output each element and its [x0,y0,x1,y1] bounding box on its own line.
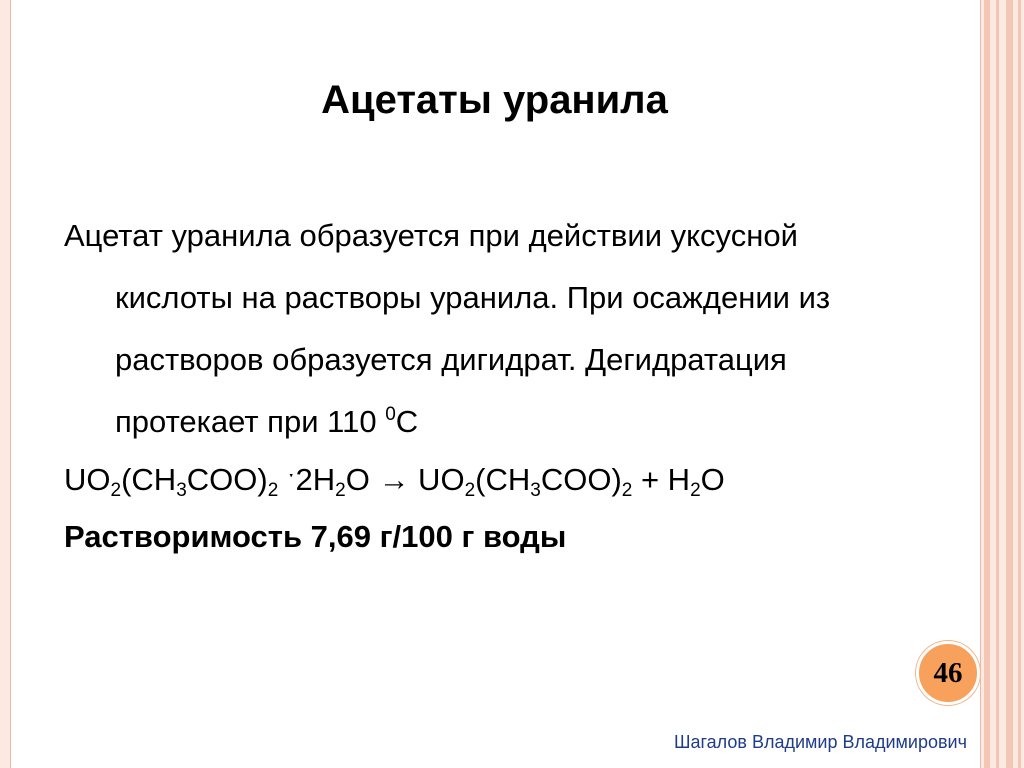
formula-part: + H [632,462,691,497]
description-paragraph [64,205,964,453]
formula-subscript: 2 [110,480,122,501]
formula-subscript: 2 [621,480,633,501]
paragraph-line-temperature [64,391,964,453]
decorative-stripe [1006,0,1013,768]
decorative-stripe [1018,0,1021,768]
paragraph-line: кислоты на растворы уранила. При осаждении из [115,280,831,315]
formula-part: O [700,462,725,497]
celsius-unit: С [395,404,419,439]
author-footer: Шагалов Владимир Владимирович [673,732,967,752]
dehydration-equation [64,462,725,501]
formula-part: COO) [186,462,268,497]
decorative-stripe [984,0,990,768]
page-number-badge: 46 [916,641,980,705]
slide-title: Ацетаты уранила [321,78,668,122]
formula-subscript: 3 [530,480,541,501]
formula-part: O → UO [345,462,465,497]
slide-body [64,205,964,554]
solubility-text: Растворимость 7,69 г/100 г воды [64,519,567,554]
formula-subscript: 3 [176,480,187,501]
temperature-text: протекает при 110 [115,404,386,439]
formula-subscript: 2 [335,480,346,501]
formula-subscript: 2 [464,480,476,501]
formula-part: (CH [475,462,531,497]
formula-subscript: 2 [690,480,701,501]
formula-part: UO [64,462,111,497]
paragraph-line: Ацетат уранила образуется при действии уксусной [64,218,798,253]
paragraph-line: растворов образуется дигидрат. Дегидратация [115,342,787,377]
formula-part: COO) [540,462,622,497]
formula-subscript: 2 [267,480,279,501]
formula-part: ˑ2H [278,462,336,497]
degree-superscript: 0 [385,404,396,425]
formula-part: (CH [121,462,177,497]
decorative-stripe [996,0,999,768]
